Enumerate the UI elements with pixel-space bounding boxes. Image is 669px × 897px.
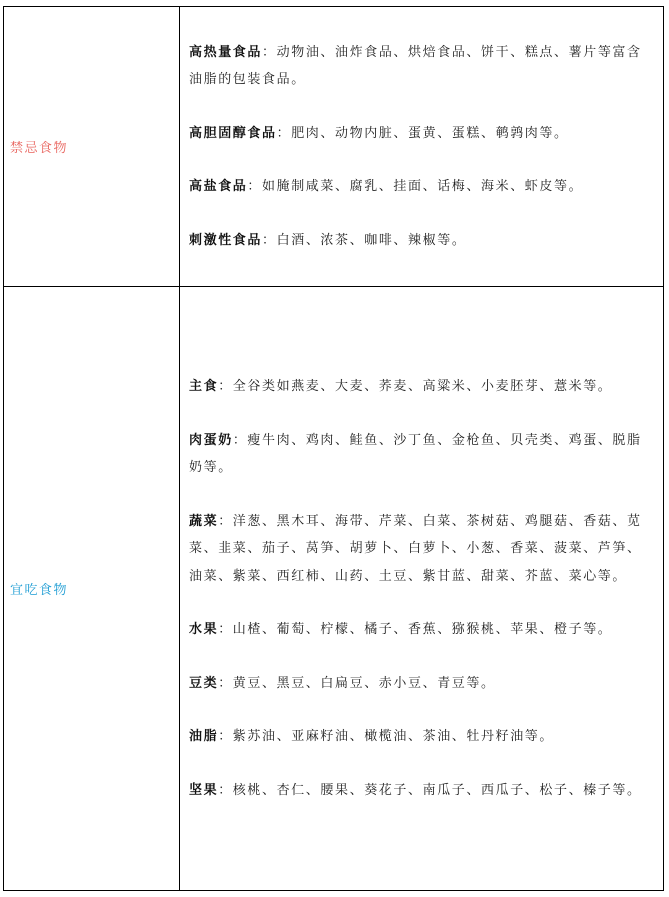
forbidden-foods-label-cell xyxy=(4,7,180,287)
entry-description: ：如腌制咸菜、腐乳、挂面、话梅、海米、虾皮等。 xyxy=(247,179,584,195)
forbidden-foods-label: 禁忌食物 xyxy=(10,141,69,156)
recommended-entry xyxy=(189,670,655,698)
entry-description: ：紫苏油、亚麻籽油、橄榄油、茶油、牡丹籽油等。 xyxy=(218,729,555,744)
forbidden-entry xyxy=(189,120,655,148)
entry-term: 肉蛋奶 xyxy=(189,432,233,448)
entry-description: ：动物油、油炸食品、烘焙食品、饼干、糕点、薯片等富含油脂的包装食品。 xyxy=(189,44,642,88)
entry-term: 水果 xyxy=(189,622,219,637)
forbidden-foods-row xyxy=(4,7,664,287)
entry-description: ：全谷类如燕麦、大麦、荞麦、高粱米、小麦胚芽、薏米等。 xyxy=(218,379,613,394)
forbidden-entry xyxy=(189,173,655,201)
entry-term: 豆类 xyxy=(189,675,219,691)
entry-description: ：肥肉、动物内脏、蛋黄、蛋糕、鹌鹑肉等。 xyxy=(276,125,569,141)
entry-description: ：洋葱、黑木耳、海带、芹菜、白菜、茶树菇、鸡腿菇、香菇、苋菜、韭菜、茄子、莴笋、胡萝卜、白萝卜、小葱、香菜、菠菜、芦笋、油菜、紫菜、西红柿、山药、土豆、紫甘蓝、甜菜、芥蓝、菜心等。 xyxy=(189,513,642,584)
recommended-foods-label: 宜吃食物 xyxy=(10,583,69,598)
entry-term: 刺激性食品 xyxy=(189,232,263,248)
entry-description: ：白酒、浓茶、咖啡、辣椒等。 xyxy=(262,232,467,248)
entry-description: ：瘦牛肉、鸡肉、鲑鱼、沙丁鱼、金枪鱼、贝壳类、鸡蛋、脱脂奶等。 xyxy=(189,432,642,475)
entry-term: 高胆固醇食品 xyxy=(189,125,277,141)
entry-term: 油脂 xyxy=(189,729,219,744)
food-guide-table xyxy=(3,6,664,891)
recommended-entry xyxy=(189,427,655,482)
recommended-entry xyxy=(189,373,655,401)
forbidden-foods-content xyxy=(180,7,664,287)
recommended-entry xyxy=(189,723,655,751)
recommended-entry xyxy=(189,616,655,644)
recommended-entry xyxy=(189,508,655,591)
entry-term: 坚果 xyxy=(189,782,219,798)
recommended-foods-content xyxy=(180,287,664,891)
entry-term: 高盐食品 xyxy=(189,179,248,195)
forbidden-entry xyxy=(189,39,655,94)
entry-description: ：黄豆、黑豆、白扁豆、赤小豆、青豆等。 xyxy=(218,675,496,691)
entry-term: 蔬菜 xyxy=(189,513,219,529)
recommended-foods-row xyxy=(4,287,664,891)
entry-description: ：核桃、杏仁、腰果、葵花子、南瓜子、西瓜子、松子、榛子等。 xyxy=(218,782,642,798)
forbidden-entry xyxy=(189,227,655,255)
entry-term: 高热量食品 xyxy=(189,44,263,60)
recommended-foods-label-cell xyxy=(4,287,180,891)
entry-term: 主食 xyxy=(189,379,219,394)
recommended-entry xyxy=(189,777,655,805)
entry-description: ：山楂、葡萄、柠檬、橘子、香蕉、猕猴桃、苹果、橙子等。 xyxy=(218,622,613,637)
